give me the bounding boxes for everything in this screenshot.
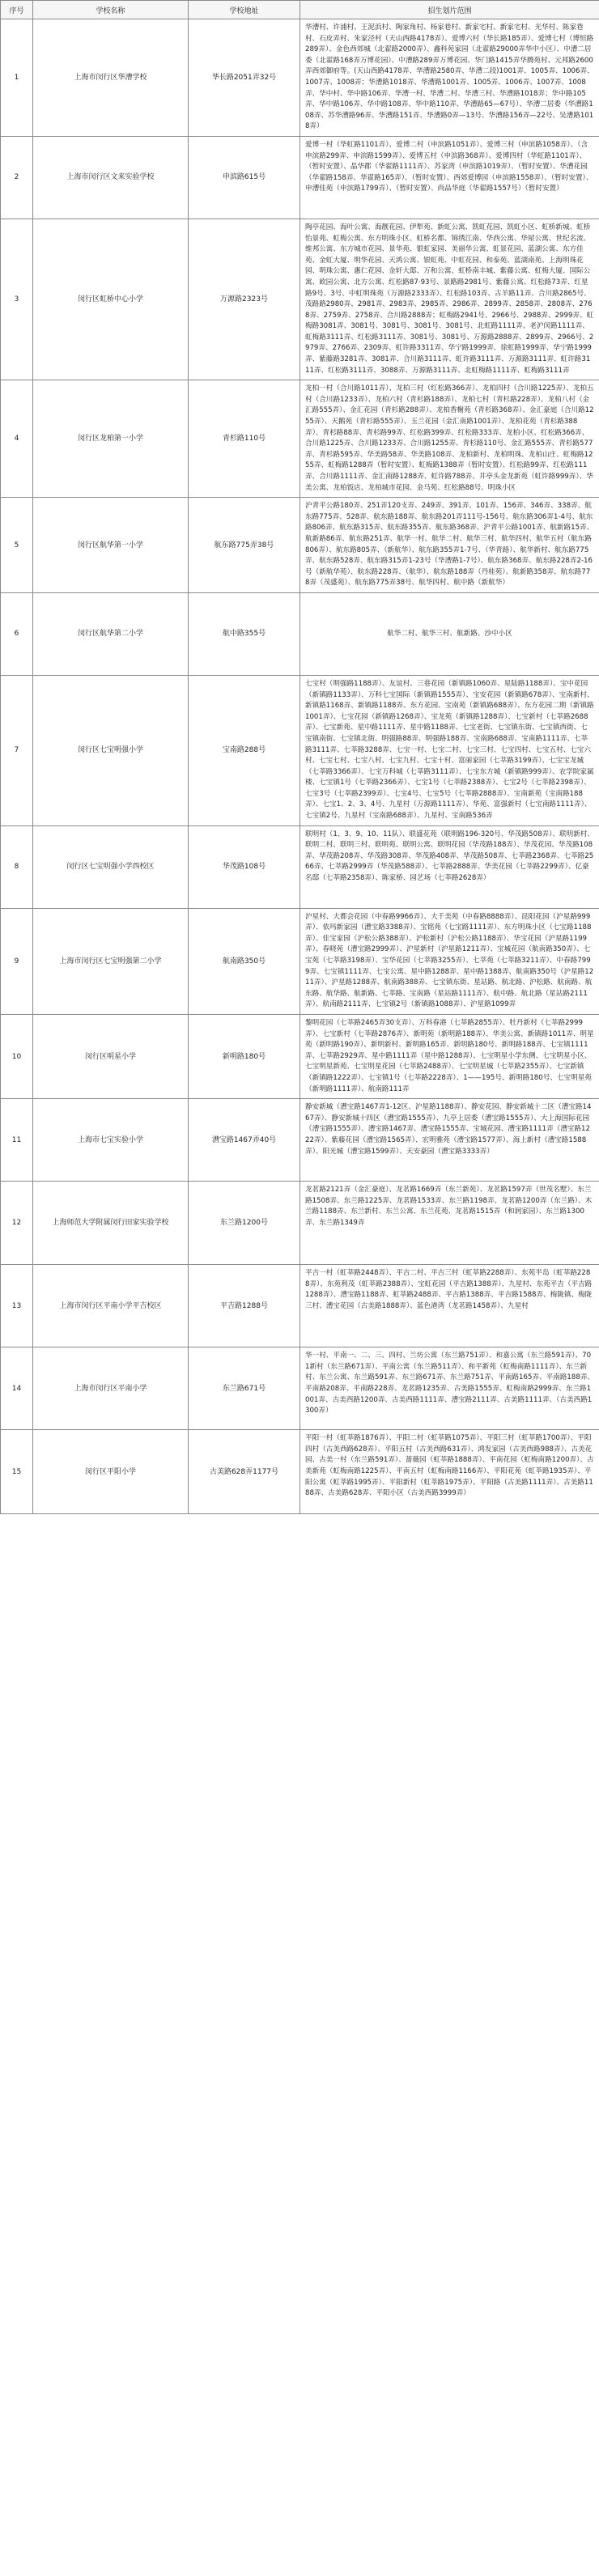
enrollment-range-cell: [300, 136, 599, 219]
enrollment-range-text: 华漕村、许浦村、王泥浜村、陶家角村、杨家巷村、新家宅村、新家宅村、光华村、陈家巷村、石皮弄村、朱家泾村（天山西路4178弄）、爱博六村（华长路185弄）、爱博七村（博恒路289弄）、金色西郊城（北翟路2000弄）、鑫科苑家园（北翟路29000弄华中小区）、中漕二居委（北翟路168弄万博花园）、中漕路289弄万博花园、华门路1415弄华腾苑村、元邦路2600弄西郊御府等。(天山西路4178弄、华漕路2580弄、华漕二段)1001弄、1005弄、1006弄、1007弄、1008弄；华漕路1018弄、华漕路1001弄、1005弄、1006弄、1007弄、1008弄、华中村、华中路106弄、华漕一村、华漕二村、华漕三村、华漕路1018弄；华中路105弄、华中路106弄、华中路108弄、华中路110弄、华漕路65—67号）、华漕二居委（华漕路108弄、苏华漕路96弄、华漕路151弄、华漕路0弄—13号、华漕路156弄—22号、吴漕路1018弄）: [305, 23, 594, 131]
school-name-cell: [33, 380, 189, 498]
table-row: [1, 1347, 599, 1430]
school-name-cell: [33, 219, 189, 380]
serial-number-cell: [1, 380, 33, 498]
school-name-text: 闵行区明星小学: [84, 1052, 136, 1061]
school-name-cell: [33, 825, 189, 908]
enrollment-range-text: 航华二村、航华三村、航新路、沙中小区: [387, 629, 512, 638]
enrollment-range-text: 沪星村、大都会花园（中春路9966弄）、大千美苑（中春路8888弄）、昆阳花园（沪星路999弄）、依玛新家园（漕宝路3388弄）、宝铭苑（七宝路1111弄）、东方明珠小区（七宝路1188弄）、佳宝家园（沪松公路388弄）、沪松新村（沪松公路1188弄）、华宝花园（沪星路1199弄）、春晓苑（漕宝路2999弄）、沪星新村（沪星路1211弄）、宝城花园（航南路350弄）、七宝苑（七莘路3198弄）、宝华花园（七莘路3255弄）、七莘苑（七莘路3211弄）、中春路7999弄、七宝镇1111弄、七宝公寓、星中路1288弄、星中路1388弄、航南路350号（沪星路1211弄）、沪星路1288弄、航南路388弄、七宝镇东街、星站路、航北路、沪松路、航南路、航东路、航华路、航新路、七莘路、宝南路（星站路1111弄）、航中路、航北路（星站路2111弄）、航南路2111弄、七宝镇2号（新镇路1088弄）、沪星路1099弄: [305, 912, 594, 1009]
school-address-cell: [189, 498, 300, 593]
school-address-text: 华长路2051弄32号: [211, 73, 277, 82]
school-address-text: 航中路355号: [222, 630, 266, 639]
table-row: [1, 908, 599, 1014]
table-row: [1, 380, 599, 498]
enrollment-range-text: 陶亭花园、海叶公寓、海靓花园、伊犁苑、新虹公寓、凯虹花园、凯虹小区、虹桥新城、虹桥怡景苑、虹梅公寓、东方明珠小区、虹桥名都、锦绣江南、华西公寓、华屋公寓、世纪名流、维邦公寓、东方城市花园、景华苑、银虹家园、美丽华公寓、虹景花园、蓝湖公寓、东方佳苑、金虹大厦、明华花园、天鸿公寓、银虹苑、中虹花园、和泰苑、蓝湖南苑、上海明珠花园、明珠公寓、惠仁花园、金轩大邸、万和公寓、虹桥南丰城、紫藤公寓、虹梅大厦、国际公寓、欧园公寓、北方公寓、红松路87·93号、景路路2981号、紫藤公寓、红松路73弄、红星路9号、3号、中虹明珠苑（万源路2333弄）、红松路103弄、古羊路11弄、合川路2865号、茂路路2980弄、2981弄、2983弄、2985弄、2986弄、2899弄、2858弄、2808弄、2768弄、2759弄、2758弄、合川路2888弄；虹梅路2941号、2966号、2988弄、2999弄、虹梅路3081弄、3081号、3081号、3081号、3081号、北虹路1111弄、老沪闵路1111弄、虹梅路3111弄、红松路3111弄、3081号、3081号、万源路2888弄、2899弄、2966号、2979弄、2766弄、2309弄、虹许路3311弄、华宁路1999弄、徐虹路1999弄、华宁路1999弄、紫藤路3281弄、3081弄、合川路3111弄、虹许路3111弄、万源路3111弄、虹许路3111弄、红松路3111弄、3088弄、万源路3111弄、北虹梅路1111弄、虹梅路3111弄: [305, 223, 594, 375]
enrollment-range-cell: [300, 1347, 599, 1430]
school-address-cell: [189, 380, 300, 498]
serial-number-text: 8: [14, 863, 19, 872]
serial-number-cell: [1, 1099, 33, 1182]
school-name-text: 上海师范大学附属闵行田家实验学校: [52, 1219, 169, 1228]
serial-number-cell: [1, 1347, 33, 1430]
school-address-text: 古美路628弄1177号: [209, 1467, 279, 1476]
school-name-cell: [33, 498, 189, 593]
school-address-cell: [189, 1347, 300, 1430]
enrollment-range-cell: [300, 1265, 599, 1347]
table-row: [1, 1099, 599, 1182]
table-row: [1, 592, 599, 675]
serial-number-text: 14: [11, 1384, 22, 1393]
table-row: [1, 498, 599, 593]
school-name-text: 闵行区七宝明强小学西校区: [66, 863, 155, 872]
school-address-cell: [189, 675, 300, 825]
table-row: [1, 825, 599, 908]
serial-number-cell: [1, 1015, 33, 1099]
table-row: [1, 1430, 599, 1514]
enrollment-range-text: 静安新城（漕宝路1467弄1-12区、沪星路1188弄）、静安花园、静安新城十二区（漕宝路1467弄）、静安新城十四区（漕宝路1555弄）、九亭上居委（漕宝路1555弄）、大上海国际花园（漕宝路1555弄）、漕宝路1467弄、漕宝路1555弄、宝城花园、漕宝路1111弄（漕宝路1222弄）、紫藤花园（漕宝路1565弄）、宏明雅苑（漕宝路1577弄）、海上新村（漕宝路1588弄）、阳光城（漕宝路1599弄）、天安豪园（漕宝路3333弄）: [305, 1103, 592, 1156]
school-address-text: 东兰路1200号: [220, 1219, 268, 1228]
school-name-cell: [33, 1015, 189, 1099]
serial-number-cell: [1, 1430, 33, 1514]
table-row: [1, 1265, 599, 1347]
school-name-cell: [33, 19, 189, 137]
enrollment-range-cell: [300, 1099, 599, 1182]
serial-number-cell: [1, 825, 33, 908]
serial-number-cell: [1, 908, 33, 1014]
serial-number-cell: [1, 219, 33, 380]
serial-number-text: 7: [14, 746, 19, 755]
header-row: [1, 1, 599, 19]
school-address-text: 航东路775弄38号: [214, 541, 274, 550]
school-name-text: 上海市闵行区平南小学: [74, 1384, 147, 1393]
school-address-text: 航南路350号: [222, 957, 266, 965]
serial-number-text: 10: [11, 1052, 22, 1061]
serial-number-text: 11: [11, 1135, 22, 1144]
enrollment-range-text: 爱博一村（华虹路1101弄）、爱博二村（申滨路1051弄）、爱博三村（申滨路1058弄）、（含申滨路299弄、申滨路1599弄）、爱博五村（申滨路368弄）、爱博四村（华虹路1101弄）、（暂时安置）、晶华郡（华翟路1111弄）、苏家湾（申滨路1019弄）、（暂时安置）、华漕花园（华翟路158弄、华翟路165弄）、（暂时安置）、西郊爱博园（申滨路1558弄）、（暂时安置）、申漕佳苑（申滨路1799弄）、（暂时安置）、尚品华庭（华翟路1557号）（暂时安置）: [305, 140, 593, 193]
school-name-text: 上海市闵行区平南小学平吉校区: [59, 1301, 162, 1310]
school-address-text: 平吉路1288号: [220, 1301, 268, 1310]
school-name-text: 闵行区平阳小学: [84, 1467, 136, 1476]
serial-number-cell: [1, 1265, 33, 1347]
table-row: [1, 19, 599, 137]
school-address-text: 万源路2323号: [220, 295, 268, 304]
school-address-text: 东兰路671号: [222, 1384, 266, 1393]
school-address-cell: [189, 19, 300, 137]
serial-number-text: 5: [14, 541, 19, 550]
school-address-cell: [189, 1099, 300, 1182]
school-name-cell: [33, 1099, 189, 1182]
enrollment-range-text: 联明村（1、3、9、10、11队）、联盛花苑（联明路196-320号、华茂路508弄）、联明新村、联明二村、联明三村、联明苑、联明公寓、联明花园（华茂路188弄）、华茂花园、华茂路108弄、华茂路208弄、华茂路308弄、华茂路408弄、华茂路508弄、七莘路2368弄、七莘路2566弄、七莘路2999弄（华茂路588弄）、七莘路2888弄、华美花园（七莘路2299弄）、亿豪名邸（七莘路2358弄）、陈家桥、园艺场（七莘路2628弄）: [305, 830, 594, 883]
enrollment-range-text: 平阳一村（虹莘路1876弄）、平阳二村（虹莘路1075弄）、平阳三村（虹莘路1700弄）、平阳四村（古美西路628弄）、平阳五村（古美西路631弄）、鸿发家园（古美西路988弄）、古美花园、古美一村（东兰路591弄）、蔷薇园（虹莘路1888弄）、平南花园（虹梅南路1200弄）、古美新苑（虹梅南路1225弄）、平南五村（虹梅南路1166弄）、平阳花苑（虹莘路1935弄）、平阳公寓（虹莘路1995弄）、平阳新村（虹莘路1975弄）、平阳路（古美路1111弄）、古美路1188弄、古美路628弄、平阳小区（古美西路3999弄）: [305, 1434, 594, 1498]
enrollment-range-text: 龙柏一村（合川路1011弄）、龙柏三村（红松路366弄）、龙柏四村（合川路1225弄）、龙柏五村（合川路1233弄）、龙柏六村（青杉路188弄）、龙柏七村（青杉路228弄）、龙柏八村（金汇路555弄）、金汇花园（青杉路288弄）、龙柏香榭苑（青杉路368弄）、金汇豪庭（合川路1255弄）、天鹅苑（青杉路555弄）、玉兰花园（金汇南路1001弄）、龙柏花苑（青杉路388弄）、青杉路88弄、青杉路99弄、红松路399弄、红松路333弄、龙柏小区、红松路366弄、合川路1225弄、合川路1233弄、合川路1255弄、青杉路110号、金汇路555弄、青杉路577弄、青杉路595弄、华美路58弄、华美路108弄、龙柏新村、龙柏明珠、龙柏山庄、虹梅路1255弄、虹梅路1288弄（暂时安置）、虹梅路1388弄（暂时安置）、红松路99弄、红松路111弄、合川路1111弄、金汇南路1288弄、虹许路788弄、井亭头金龙新苑（虹许路999弄）、华美公寓、龙柏饭店、龙柏城市花园、金马苑、红松路88号、明珠小区: [305, 384, 594, 492]
enrollment-range-cell: [300, 908, 599, 1014]
school-name-cell: [33, 1182, 189, 1265]
school-name-cell: [33, 592, 189, 675]
school-name-text: 闵行区七宝明强小学: [77, 746, 143, 755]
school-name-cell: [33, 1347, 189, 1430]
school-name-text: 上海市七宝实验小学: [77, 1135, 143, 1144]
enrollment-range-text: 黎明花园（七莘路2465弄30支弄）、万科春港（七莘路2855弄）、牡丹新村（七莘路2999弄）、七宝新村（七莘路2876弄）、新明苑（新明路188弄）、华美公寓、新镇路1011弄、明星苑（新明路190弄）、新明新村、新明路165弄、新明路180号、新明路188弄、七宝镇1111弄、七莘路2929弄、星中路1111弄（星中路1288弄）、七宝明星小学东侧、七宝明星小区、七宝明星新苑、七宝明星花园（七莘路2488弄）、七宝明星城（七莘路2355弄）、七宝新镇（新镇路1222弄）、七宝镇1号（七莘路2228弄）、1——195号、新明路180号、七宝明星苑（新明路1111弄）、航南路111弄: [305, 1019, 594, 1093]
school-name-text: 闵行区航华第一小学: [77, 541, 143, 550]
school-address-text: 申滨路615号: [222, 173, 266, 182]
table-header: [1, 1, 599, 19]
school-address-cell: [189, 825, 300, 908]
enrollment-range-cell: [300, 498, 599, 593]
school-name-text: 闵行区龙柏第一小学: [77, 435, 143, 443]
school-name-text: 上海市闵行区文来实验学校: [66, 173, 155, 182]
serial-number-cell: [1, 136, 33, 219]
school-address-text: 漕宝路1467弄40号: [211, 1135, 277, 1144]
school-address-cell: [189, 136, 300, 219]
school-name-text: 闵行区虹桥中心小学: [77, 295, 143, 304]
school-address-cell: [189, 1265, 300, 1347]
enrollment-range-text: 沪青平公路180弄、251弄120支弄、249弄、391弄、101弄、156弄、346弄、338弄、航东路775弄、528弄、航东路188弄、航东路201弄111号-156号、航东路306弄1-4号、航东路806弄、航东路315弄、航东路355弄、航东路368弄、沪青平公路1001弄、航新路15弄、航新路86弄、航东路251弄、航华一村、航华二村、航华三村、航华四村、航华五村（航东路806弄）、航东路805弄、（新航华）、航东路355弄1-7号、（华青路）、航华新村、航东路775弄、航东路528弄、航东路315弄1-23号（华漕路1-7号）、航东路368弄、航东路228弄2-16号（新航华苑）、航东路228弄、（航华）、航东路188弄（丹桂苑）、航新路358弄、航东路778弄（茂盛苑）、航东路775弄38号、航华四村、航中路（新航华）: [305, 502, 594, 588]
school-name-cell: [33, 908, 189, 1014]
school-name-text: 上海市闵行区七宝明强第二小学: [59, 957, 162, 965]
serial-number-text: 15: [11, 1467, 22, 1476]
serial-number-text: 9: [14, 957, 19, 965]
table-row: [1, 675, 599, 825]
serial-number-cell: [1, 675, 33, 825]
enrollment-range-cell: [300, 825, 599, 908]
serial-number-text: 13: [11, 1301, 22, 1310]
enrollment-range-text: 龙茗路2121弄（金汇豪庭）、龙茗路1669弄（东兰新苑）、龙茗路1597弄（世茂名墅）、东兰路1508弄、东兰路1225弄、龙茗路1533弄、东兰路1198弄、龙茗路1200弄（东兰路）、木兰路1188弄、东兰新村、东兰公寓、东兰花苑、龙茗路1515弄（和润家园）、东兰路1300弄、东兰路1349弄: [305, 1186, 593, 1227]
serial-number-text: 6: [14, 630, 19, 639]
enrollment-range-cell: [300, 675, 599, 825]
enrollment-range-cell: [300, 219, 599, 380]
serial-number-cell: [1, 498, 33, 593]
school-address-text: 华茂路108号: [222, 863, 266, 872]
table-body: [1, 19, 599, 1514]
school-name-text: 闵行区航华第二小学: [77, 630, 143, 639]
enrollment-range-text: 华一村、平南一、二、三、四村、兰坊公寓（东兰路751弄）、和嘉公寓（东兰路591弄）、701新村（东兰路671弄）、平南公寓（东兰路511弄）、和平新苑（虹梅南路1111弄）、东兰新村、东兰公寓、东兰路591弄、东兰路671弄、东兰路751弄、平南路165弄、平南路188弄、平南路208弄、平南路228弄、龙茗路1235弄、古美路1555弄、虹梅南路2999弄、东兰路1001弄、古美西路1200弄、古美西路1111弄、漕宝路2111弄、古美路1111弄、（古美西路1300弄）: [305, 1352, 595, 1415]
enrollment-range-cell: [300, 1015, 599, 1099]
enrollment-range-text: 平吉一村（虹莘路2448弄）、平吉二村、平吉三村（虹莘路2288弄）、东苑半岛（虹莘路2288弄）、东苑利茂（虹莘路2388弄）、宝虹花园（平吉路1388弄）、九星村、东苑平吉（平吉路1288弄）、漕宝路1188弄、虹莘路2488弄、平吉路1388弄、平吉路1588弄、梅陇镇、梅陇三村、漕宝花园（古美路1888弄）、蓝色港湾（龙茗路1458弄）、九星村: [305, 1269, 593, 1310]
school-name-cell: [33, 1265, 189, 1347]
header-enrollment-range: 招生划片范围: [300, 1, 599, 19]
serial-number-text: 4: [14, 435, 19, 443]
serial-number-text: 3: [14, 295, 19, 304]
enrollment-range-cell: [300, 19, 599, 137]
serial-number-text: 1: [14, 73, 19, 82]
serial-number-text: 2: [14, 173, 19, 182]
school-address-cell: [189, 908, 300, 1014]
school-address-text: 新明路180号: [222, 1052, 266, 1061]
school-name-cell: [33, 1430, 189, 1514]
school-address-text: 宝南路288号: [222, 746, 266, 755]
school-address-cell: [189, 1015, 300, 1099]
school-address-cell: [189, 1182, 300, 1265]
enrollment-range-text: 七宝村（明强路1188弄）、友谊村、三巷花园（新镇路1060弄、星陆路1188弄）、宝中花园（新镇路1133弄）、万科七宝国际（新镇路1555弄）、宝安花园（新镇路678弄）、宝南新村、新镇路1168弄、新镇路1188弄、东方花园、宝南苑（新镇路688弄）、东方花园二期（新镇路1001弄）、七宝花园（新镇路1268弄）、宝龙苑（新镇路1288弄）、七宝新村（七莘路2688弄）、七宝新苑、星中路1111弄、星中路1188弄、七宝老街、七宝镇东街、七宝镇西街、七宝镇南街、七宝镇北街、明强路88弄、明强路188弄、宝南路688弄、宝南路1111弄、七莘路3111弄、七莘路3288弄、七宝一村、七宝二村、七宝三村、七宝四村、七宝五村、七宝六村、七宝七村、七宝八村、七宝九村、七宝十村、富丽家园（七莘路3199弄）、七宝宝龙城（七莘路3366弄）、七宝万科城（七莘路3111弄）、七宝东方城（新镇路999弄）、农学院家属楼、七宝镇1号（七莘路2366弄）、七宝1号（七莘路2388弄）、七宝2号（七莘路2398弄）、七宝3号（七莘路2399弄）、七宝4号、七宝5号（七莘路2888弄）、宝南新苑（宝南路188弄）、七宝1、2、3、4号、九星村（万源路1111弄）、华苑、富强新村（七宝南路1111弄）、七宝镇2号、九星村（宝南路688弄）、九星村、宝南路536弄: [305, 679, 594, 821]
school-address-cell: [189, 592, 300, 675]
school-name-cell: [33, 675, 189, 825]
table-row: [1, 1182, 599, 1265]
school-name-text: 上海市闵行区华漕学校: [74, 73, 147, 82]
header-school-address: 学校地址: [189, 1, 300, 19]
school-address-text: 青杉路110号: [222, 435, 266, 443]
header-school-name: 学校名称: [33, 1, 189, 19]
table-row: [1, 1015, 599, 1099]
serial-number-text: 12: [11, 1219, 22, 1228]
serial-number-cell: [1, 1182, 33, 1265]
school-address-cell: [189, 219, 300, 380]
school-address-cell: [189, 1430, 300, 1514]
serial-number-cell: [1, 592, 33, 675]
serial-number-cell: [1, 19, 33, 137]
school-name-cell: [33, 136, 189, 219]
enrollment-range-cell: [300, 592, 599, 675]
enrollment-range-cell: [300, 1430, 599, 1514]
header-serial-number: 序号: [1, 1, 33, 19]
enrollment-range-cell: [300, 1182, 599, 1265]
enrollment-range-cell: [300, 380, 599, 498]
table-row: [1, 136, 599, 219]
table-row: [1, 219, 599, 380]
